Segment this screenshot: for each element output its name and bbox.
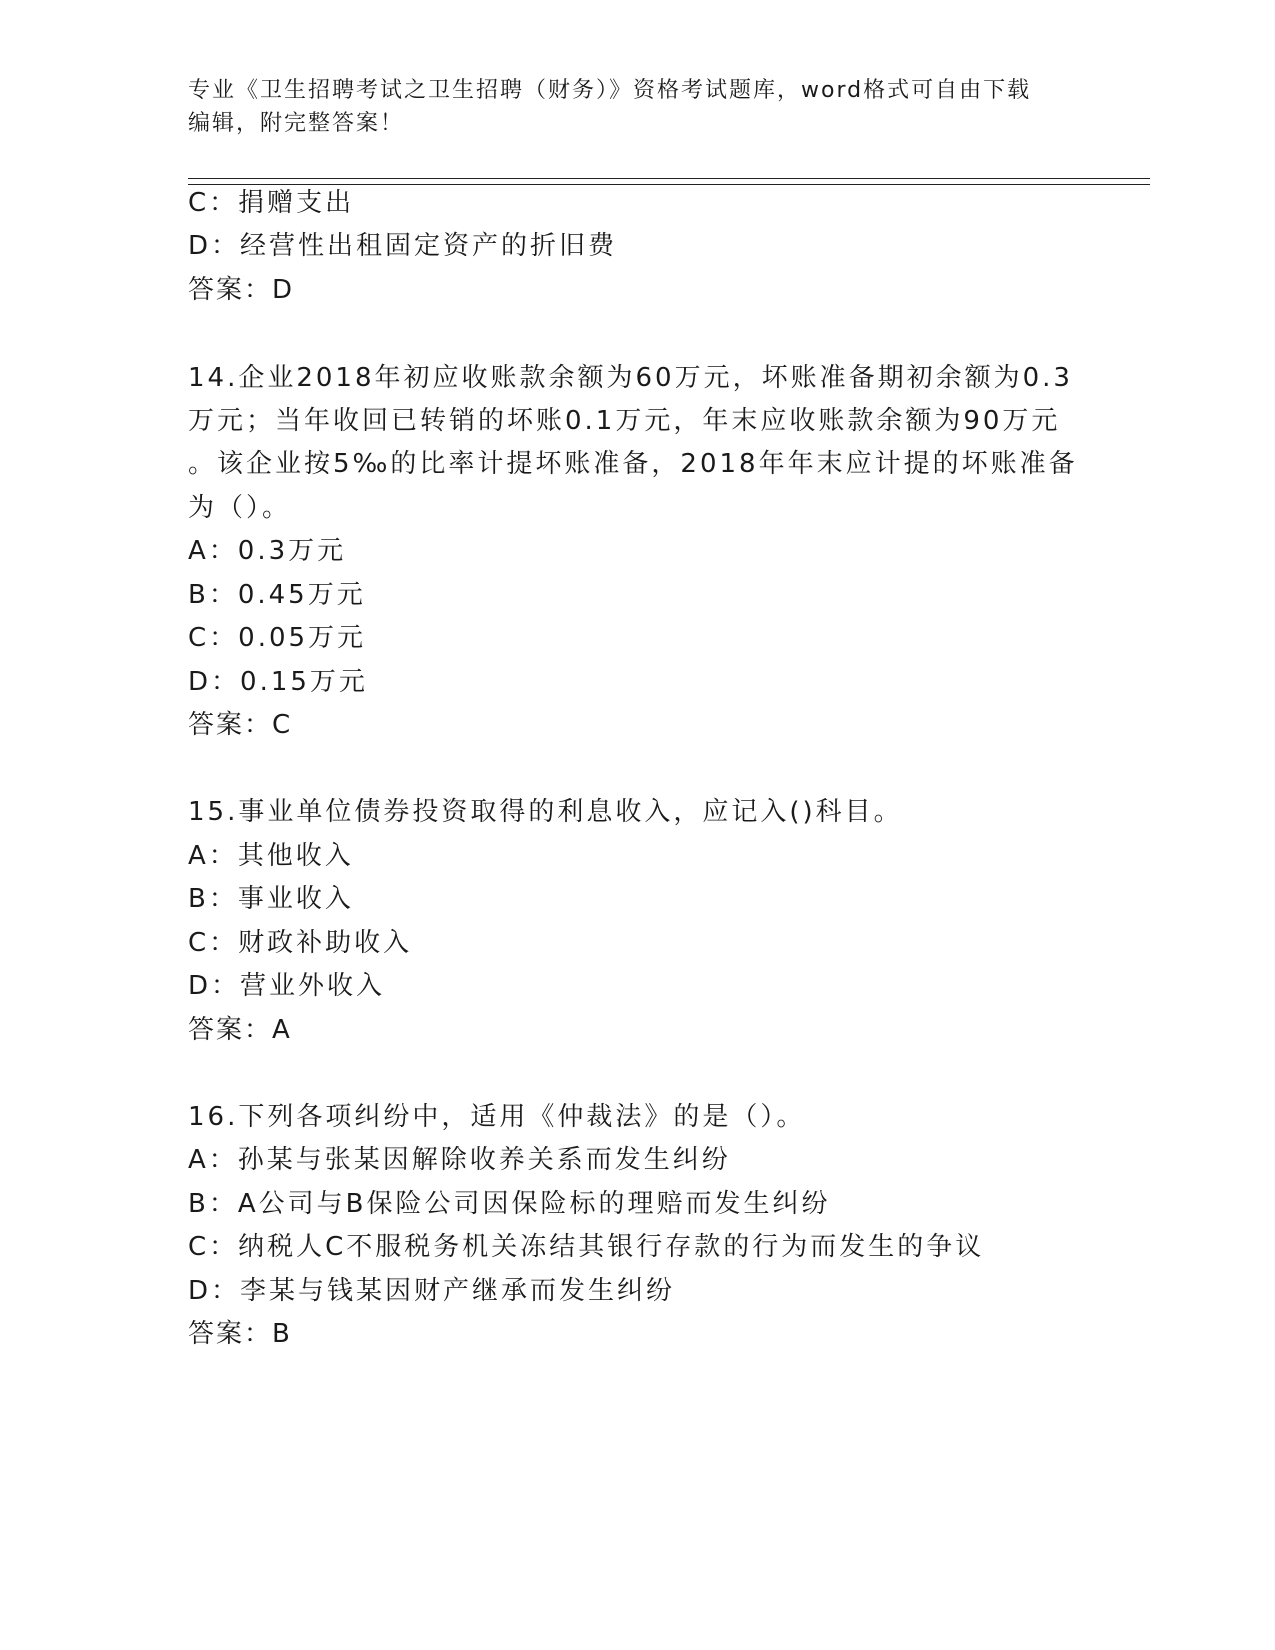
q13-option-c: C：捐赠支出: [188, 188, 355, 218]
q16-answer: 答案：B: [188, 1319, 292, 1349]
q14-stem-line-4: 为（）。: [188, 493, 292, 523]
document-header: [188, 74, 1088, 140]
q15-answer: 答案：A: [188, 1015, 292, 1045]
header-divider-top: [188, 178, 1150, 179]
q15-option-c: C：财政补助收入: [188, 928, 413, 958]
q15-option-a: A：其他收入: [188, 841, 354, 871]
q14-option-c: C：0.05万元: [188, 623, 367, 653]
q14-answer: 答案：C: [188, 710, 293, 740]
q16-stem-line-1: 16.下列各项纠纷中，适用《仲裁法》的是（）。: [188, 1102, 806, 1132]
header-line-1: 专业《卫生招聘考试之卫生招聘（财务）》资格考试题库，word格式可自由下载: [188, 78, 1032, 103]
q15-option-b: B：事业收入: [188, 884, 354, 914]
q16-option-a: A：孙某与张某因解除收养关系而发生纠纷: [188, 1145, 731, 1175]
q14-stem-line-2: 万元；当年收回已转销的坏账0.1万元，年末应收账款余额为90万元: [188, 406, 1061, 436]
q15-option-d: D：营业外收入: [188, 971, 386, 1001]
q16-option-c: C：纳税人C不服税务机关冻结其银行存款的行为而发生的争议: [188, 1232, 985, 1262]
header-line-2: 编辑，附完整答案！: [188, 111, 405, 136]
q14-option-b: B：0.45万元: [188, 580, 366, 610]
q14-stem-line-3: 。该企业按5‰的比率计提坏账准备，2018年年末应计提的坏账准备: [188, 449, 1078, 479]
q16-option-b: B：A公司与B保险公司因保险标的理赔而发生纠纷: [188, 1189, 831, 1219]
header-divider-bottom: [188, 184, 1150, 185]
q16-option-d: D：李某与钱某因财产继承而发生纠纷: [188, 1276, 676, 1306]
q13-option-d: D：经营性出租固定资产的折旧费: [188, 231, 618, 261]
q14-stem-line-1: 14.企业2018年初应收账款余额为60万元，坏账准备期初余额为0.3: [188, 363, 1073, 393]
q13-answer: 答案：D: [188, 275, 295, 305]
q14-option-d: D：0.15万元: [188, 667, 368, 697]
q14-option-a: A：0.3万元: [188, 536, 347, 566]
q15-stem-line-1: 15.事业单位债券投资取得的利息收入，应记入()科目。: [188, 797, 903, 827]
